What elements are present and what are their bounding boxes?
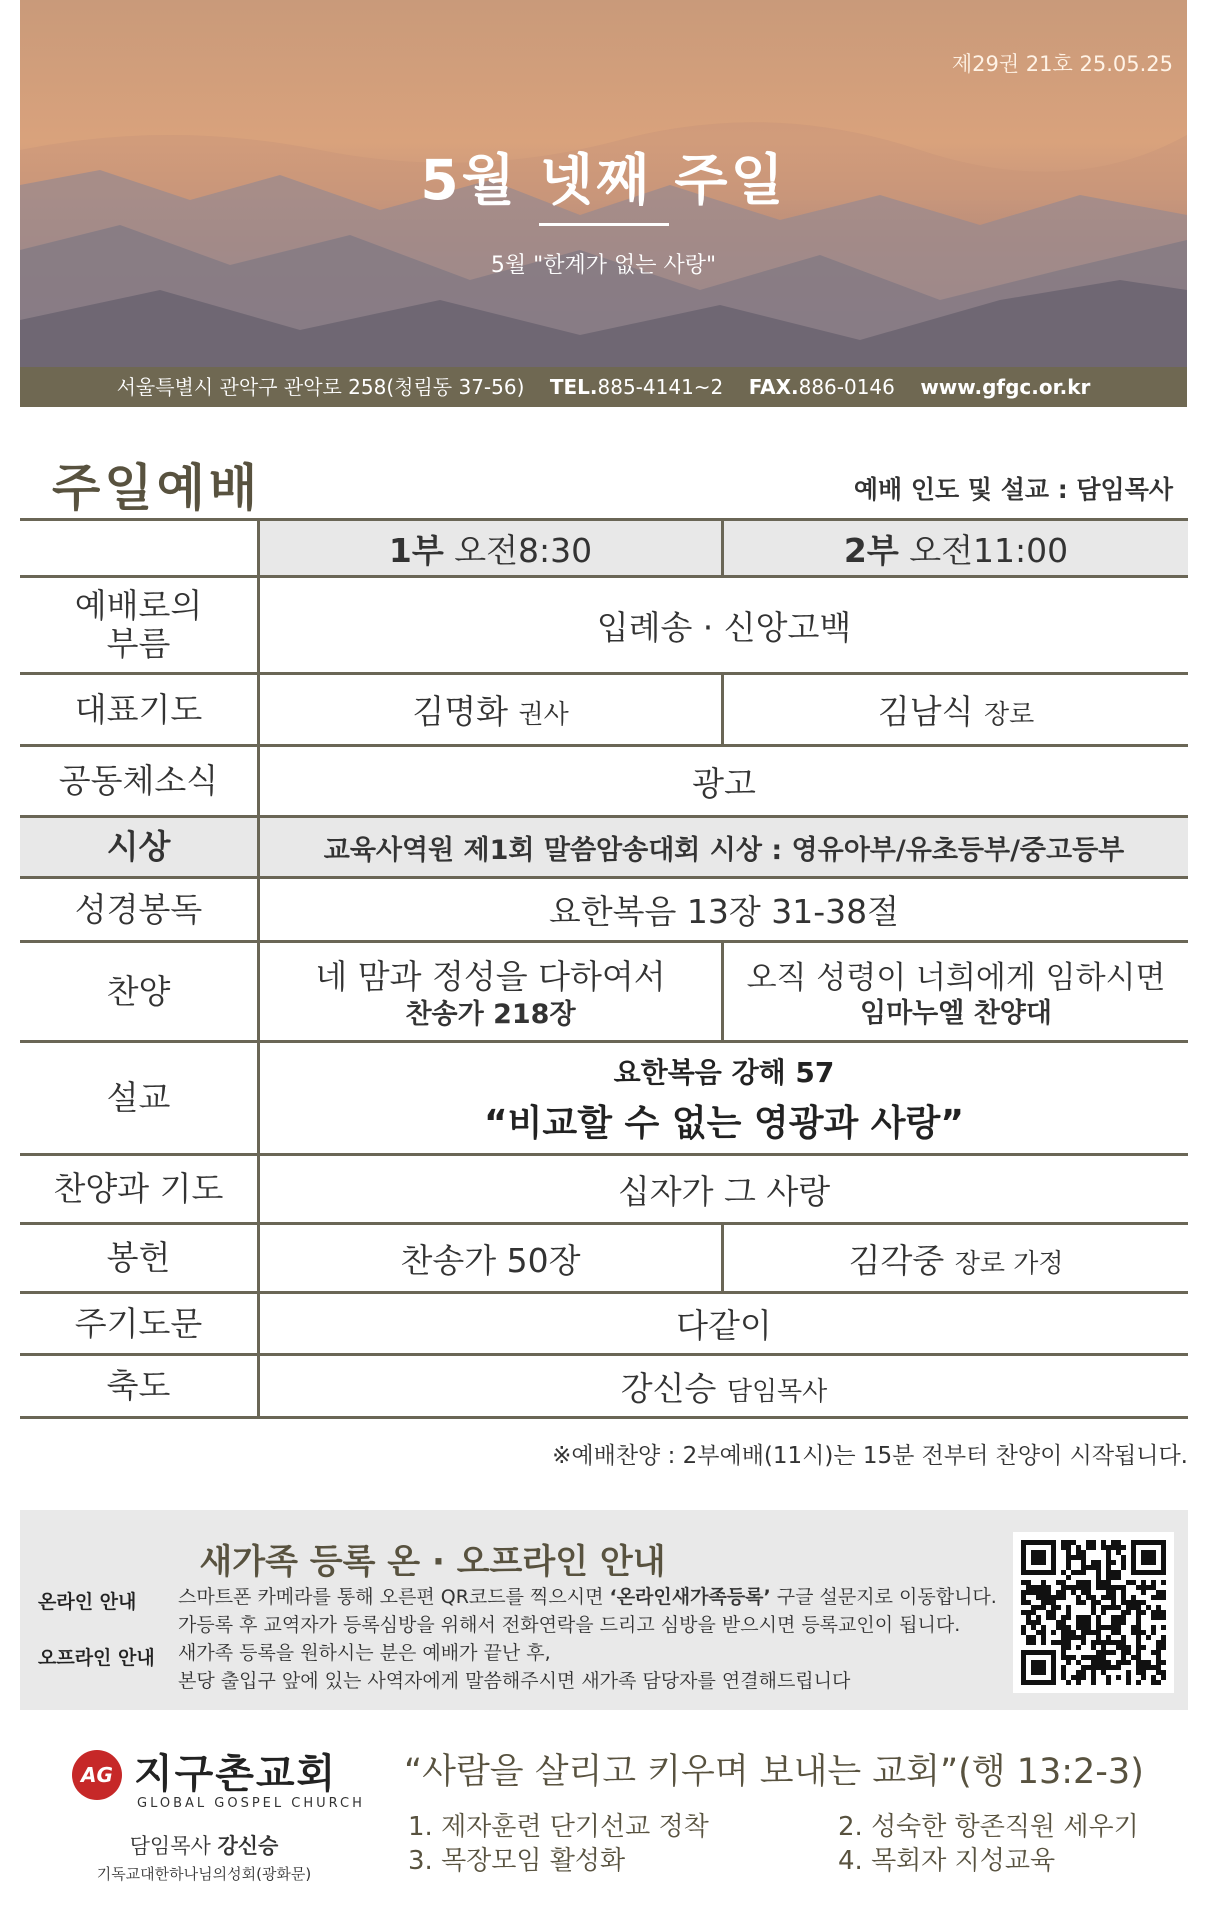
table-row (20, 1043, 1188, 1156)
sermon-title: “비교할 수 없는 영광과 사랑” (484, 1102, 964, 1144)
page-subtitle: 5월 "한계가 없는 사랑" (490, 253, 717, 278)
qr-code-image (1013, 1532, 1174, 1693)
lords-prayer-value: 다같이 (676, 1306, 772, 1345)
worship-title: 주일예배 (52, 459, 262, 517)
offline-line2: 본당 출입구 앞에 있는 사역자에게 말씀해주시면 새가족 담당자를 연결해드립니다 (178, 1670, 851, 1692)
denomination: 기독교대한하나님의성회(광화문) (96, 1865, 312, 1883)
goal-item: 3. 목장모임 활성화 (408, 1846, 626, 1876)
reading-label: 성경봉독 (20, 879, 260, 940)
news-label: 공동체소식 (20, 747, 260, 815)
prayer1-name: 김명화 (412, 692, 508, 731)
church-name: 지구촌교회 (134, 1751, 338, 1797)
table-row (20, 675, 1188, 747)
page-title: 5월 넷째 주일 (420, 148, 787, 212)
offering-service2 (724, 1225, 1188, 1291)
sermon-label: 설교 (20, 1043, 260, 1153)
service2-label: 2부 (843, 530, 899, 570)
table-row (20, 818, 1188, 879)
praise1-hymn: 찬송가 218장 (405, 999, 576, 1030)
call-label: 예배로의 부름 (74, 586, 203, 663)
service2-header (724, 521, 1188, 575)
worship-leader: 예배 인도 및 설교 : 담임목사 (853, 475, 1173, 504)
senior-pastor (20, 1830, 388, 1860)
offline-line1: 새가족 등록을 원하시는 분은 예배가 끝난 후, (178, 1642, 551, 1664)
table-row (20, 879, 1188, 943)
pastor-name: 강신승 (217, 1834, 279, 1858)
offering-service1: 찬송가 50장 (260, 1225, 724, 1291)
qr-code[interactable] (1013, 1532, 1174, 1693)
online-line1-a: 스마트폰 카메라를 통해 오른편 QR코드를 찍으시면 (178, 1586, 610, 1608)
praise-service2 (724, 943, 1188, 1040)
address: 서울특별시 관악구 관악로 258(청림동 37-56) (116, 375, 525, 399)
sermon-cell (260, 1043, 1188, 1153)
website-link[interactable]: www.gfgc.or.kr (920, 375, 1091, 399)
prayer-label: 대표기도 (20, 675, 260, 744)
prayer1-title: 권사 (518, 700, 569, 730)
online-label: 온라인 안내 (38, 1591, 137, 1613)
table-row (20, 1356, 1188, 1419)
tel-number: 885-4141~2 (597, 375, 724, 399)
award-value: 교육사역원 제1회 말씀암송대회 시상 : 영유아부/유초등부/중고등부 (323, 834, 1125, 866)
service1-header (260, 521, 724, 575)
church-logo-icon: AG (72, 1750, 122, 1800)
praise2-choir: 임마누엘 찬양대 (860, 998, 1052, 1029)
praise1-title: 네 맘과 정성을 다하여서 (315, 957, 666, 996)
offline-label: 오프라인 안내 (38, 1647, 155, 1669)
header-banner (20, 0, 1187, 407)
table-header-row (20, 518, 1188, 578)
new-family-registration (20, 1510, 1188, 1710)
prayer2-title: 장로 (983, 700, 1035, 730)
benediction-label: 축도 (20, 1356, 260, 1416)
praise-prayer-value: 십자가 그 사랑 (617, 1171, 831, 1211)
contact-bar (20, 367, 1187, 407)
news-value: 광고 (692, 763, 756, 803)
praise-label: 찬양 (20, 943, 260, 1040)
lords-prayer-label: 주기도문 (20, 1294, 260, 1353)
table-header-blank (20, 521, 260, 575)
title-divider (539, 223, 669, 226)
reading-value: 요한복음 13장 31-38절 (548, 892, 900, 931)
benediction-value (260, 1356, 1188, 1416)
table-row (20, 1225, 1188, 1294)
service1-label: 1부 (388, 530, 444, 570)
offering-label: 봉헌 (20, 1225, 260, 1291)
service2-time: 오전11:00 (909, 530, 1069, 570)
row-label-call (20, 578, 260, 672)
online-line1-c: 구글 설문지로 이동합니다. (770, 1586, 997, 1608)
sermon-series: 요한복음 강해 57 (613, 1055, 835, 1089)
online-text (178, 1583, 997, 1639)
offering2-name: 김각중 (848, 1240, 945, 1280)
table-row (20, 943, 1188, 1043)
worship-note: ※예배찬양 : 2부예배(11시)는 15분 전부터 찬양이 시작됩니다. (552, 1443, 1188, 1469)
goal-item: 4. 목회자 지성교육 (838, 1846, 1056, 1876)
tel-label: TEL. (549, 375, 598, 399)
prayer-service1 (260, 675, 724, 744)
call-value: 입례송 · 신앙고백 (596, 607, 852, 647)
offering2-title: 장로 가정 (954, 1248, 1064, 1279)
praise-service1 (260, 943, 724, 1040)
praise2-title: 오직 성령이 너희에게 임하시면 (746, 960, 1166, 996)
table-row (20, 1156, 1188, 1225)
goal-item: 2. 성숙한 항존직원 세우기 (838, 1812, 1139, 1842)
registration-title: 새가족 등록 온 · 오프라인 안내 (199, 1542, 666, 1582)
issue-number: 제29권 21호 25.05.25 (951, 52, 1173, 76)
fax-label: FAX. (748, 375, 799, 399)
prayer-service2 (724, 675, 1188, 744)
online-registration-name: ‘온라인새가족등록’ (609, 1586, 771, 1608)
pastor-label: 담임목사 (129, 1834, 211, 1858)
goal-item: 1. 제자훈련 단기선교 정착 (408, 1812, 709, 1842)
table-row (20, 1294, 1188, 1356)
table-row (20, 747, 1188, 818)
benediction-title: 담임목사 (726, 1376, 828, 1407)
fax-number: 886-0146 (798, 375, 895, 399)
benediction-name: 강신승 (620, 1368, 717, 1408)
table-row (20, 578, 1188, 675)
offline-text (178, 1639, 850, 1695)
prayer2-name: 김남식 (877, 692, 974, 731)
praise-prayer-label: 찬양과 기도 (20, 1156, 260, 1222)
award-label: 시상 (20, 818, 260, 876)
church-name-english: GLOBAL GOSPEL CHURCH (137, 1796, 365, 1811)
church-motto: “사람을 살리고 키우며 보내는 교회”(행 13:2-3) (404, 1752, 1144, 1792)
service1-time: 오전8:30 (454, 530, 593, 570)
online-line2: 가등록 후 교역자가 등록심방을 위해서 전화연락을 드리고 심방을 받으시면 등록교인이 됩니다. (178, 1614, 961, 1636)
